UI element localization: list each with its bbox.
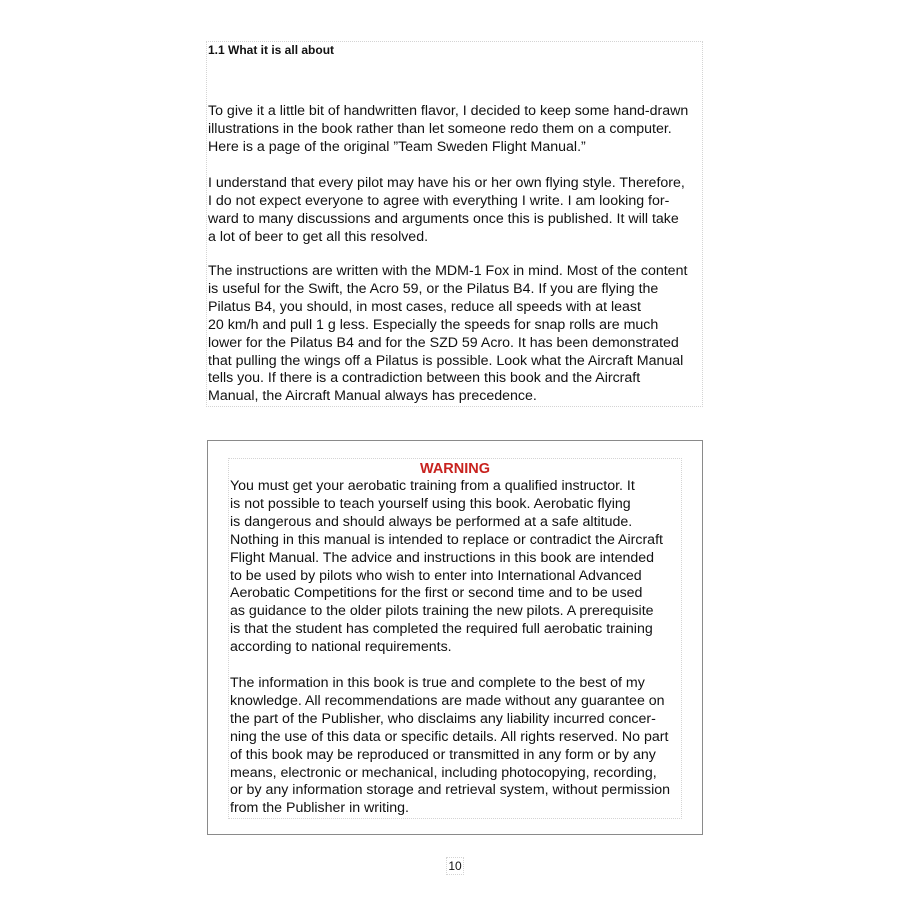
- text-line: that pulling the wings off a Pilatus is possible. Look what the Aircraft Manual: [208, 352, 684, 369]
- text-line: according to national requirements.: [230, 639, 452, 656]
- text-line: Here is a page of the original ”Team Sweden Flight Manual.”: [208, 138, 586, 155]
- text-line: Nothing in this manual is intended to replace or contradict the Aircraft: [230, 531, 663, 548]
- text-line: as guidance to the older pilots training the new pilots. A prerequisite: [230, 603, 654, 620]
- text-line: is not possible to teach yourself using this book. Aerobatic flying: [230, 495, 631, 512]
- text-line: a lot of beer to get all this resolved.: [208, 228, 429, 245]
- text-line: The information in this book is true and complete to the best of my: [230, 675, 645, 691]
- text-line: ward to many discussions and arguments once this is published. It will take: [208, 210, 679, 227]
- text-line: ning the use of this data or specific details. All rights reserved. No part: [230, 728, 669, 745]
- text-line: I understand that every pilot may have his or her own flying style. Therefore,: [208, 175, 685, 191]
- text-line: 20 km/h and pull 1 g less. Especially the speeds for snap rolls are much: [208, 316, 659, 333]
- text-line: tells you. If there is a contradiction between this book and the Aircraft: [208, 370, 641, 387]
- warning-title: WARNING: [419, 461, 491, 477]
- text-line: Pilatus B4, you should, in most cases, reduce all speeds with at least: [208, 298, 641, 315]
- instructions-paragraph: [208, 263, 687, 406]
- intro-paragraph: [208, 103, 688, 157]
- text-line: the part of the Publisher, who disclaims any liability incurred concer-: [230, 710, 656, 727]
- text-line: illustrations in the book rather than let someone redo them on a computer.: [208, 120, 672, 137]
- text-line: To give it a little bit of handwritten flavor, I decided to keep some hand-drawn: [208, 103, 689, 119]
- text-line: is that the student has completed the required full aerobatic training: [230, 621, 653, 638]
- text-line: Manual, the Aircraft Manual always has precedence.: [208, 388, 537, 405]
- text-line: lower for the Pilatus B4 and for the SZD 59 Acro. It has been demonstrated: [208, 334, 679, 351]
- warning-training-paragraph: [230, 478, 663, 657]
- text-line: knowledge. All recommendations are made without any guarantee on: [230, 692, 665, 709]
- text-line: of this book may be reproduced or transmitted in any form or by any: [230, 746, 656, 763]
- text-line: from the Publisher in writing.: [230, 800, 409, 817]
- text-line: You must get your aerobatic training from a qualified instructor. It: [230, 478, 635, 494]
- text-line: is useful for the Swift, the Acro 59, or the Pilatus B4. If you are flying the: [208, 280, 659, 297]
- text-line: The instructions are written with the MDM-1 Fox in mind. Most of the content: [208, 263, 688, 279]
- text-line: Flight Manual. The advice and instructions in this book are intended: [230, 549, 655, 566]
- text-line: or by any information storage and retrieval system, without permission: [230, 782, 671, 799]
- text-line: to be used by pilots who wish to enter into International Advanced: [230, 567, 642, 584]
- section-heading: 1.1 What it is all about: [208, 43, 335, 57]
- flying-style-paragraph: [208, 175, 685, 247]
- page-number: 10: [448, 859, 462, 873]
- text-line: Aerobatic Competitions for the first or second time and to be used: [230, 585, 643, 602]
- text-line: means, electronic or mechanical, including photocopying, recording,: [230, 764, 657, 781]
- text-line: is dangerous and should always be performed at a safe altitude.: [230, 513, 633, 530]
- text-line: I do not expect everyone to agree with everything I write. I am looking for-: [208, 192, 670, 209]
- warning-disclaimer-paragraph: [230, 675, 670, 818]
